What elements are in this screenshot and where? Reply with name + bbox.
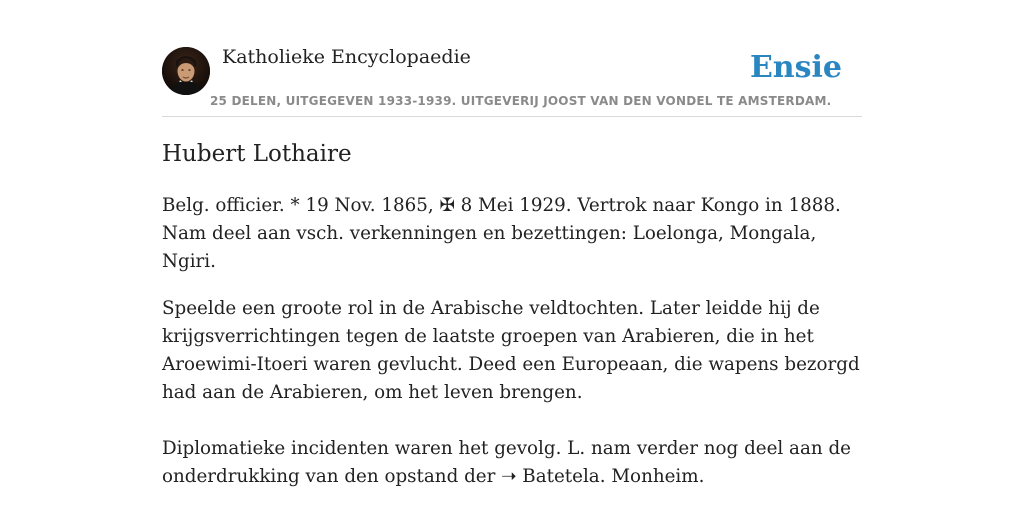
ensie-logo-link[interactable]: Ensie	[749, 50, 842, 85]
article-paragraph-1: Belg. officier. * 19 Nov. 1865, ✠ 8 Mei 1929. Vertrok naar Kongo in 1888. Nam deel aan vsch. verkenningen en bezettingen: Loelonga, Mongala, Ngiri.	[162, 195, 841, 272]
publication-title[interactable]: Katholieke Encyclopaedie	[222, 46, 471, 68]
article-paragraph-3	[162, 435, 862, 491]
publication-meta: 25 DELEN, UITGEGEVEN 1933-1939. UITGEVERIJ JOOST VAN DEN VONDEL TE AMSTERDAM.	[210, 94, 832, 108]
portrait-avatar-icon[interactable]	[162, 47, 210, 95]
article	[162, 138, 862, 491]
portrait-image	[162, 47, 210, 95]
publication-header	[162, 44, 862, 117]
paragraph-3-text: Diplomatieke incidenten waren het gevolg. L. nam verder nog deel aan de onderdrukking van den opstand der	[162, 438, 851, 487]
paragraph-3-end: . Monheim.	[599, 466, 705, 487]
article-paragraph-2: Speelde een groote rol in de Arabische veldtochten. Later leidde hij de krijgsverrichtingen tegen de laatste groepen van Arabieren, die in het Aroewimi-Itoeri waren gevlucht. Deed een Europeaan, die wapens bezorgd had aan de Arabieren, om het leven brengen.	[162, 298, 860, 403]
batetela-link[interactable]: ➝ Batetela	[501, 466, 600, 487]
article-title: Hubert Lothaire	[162, 141, 352, 167]
